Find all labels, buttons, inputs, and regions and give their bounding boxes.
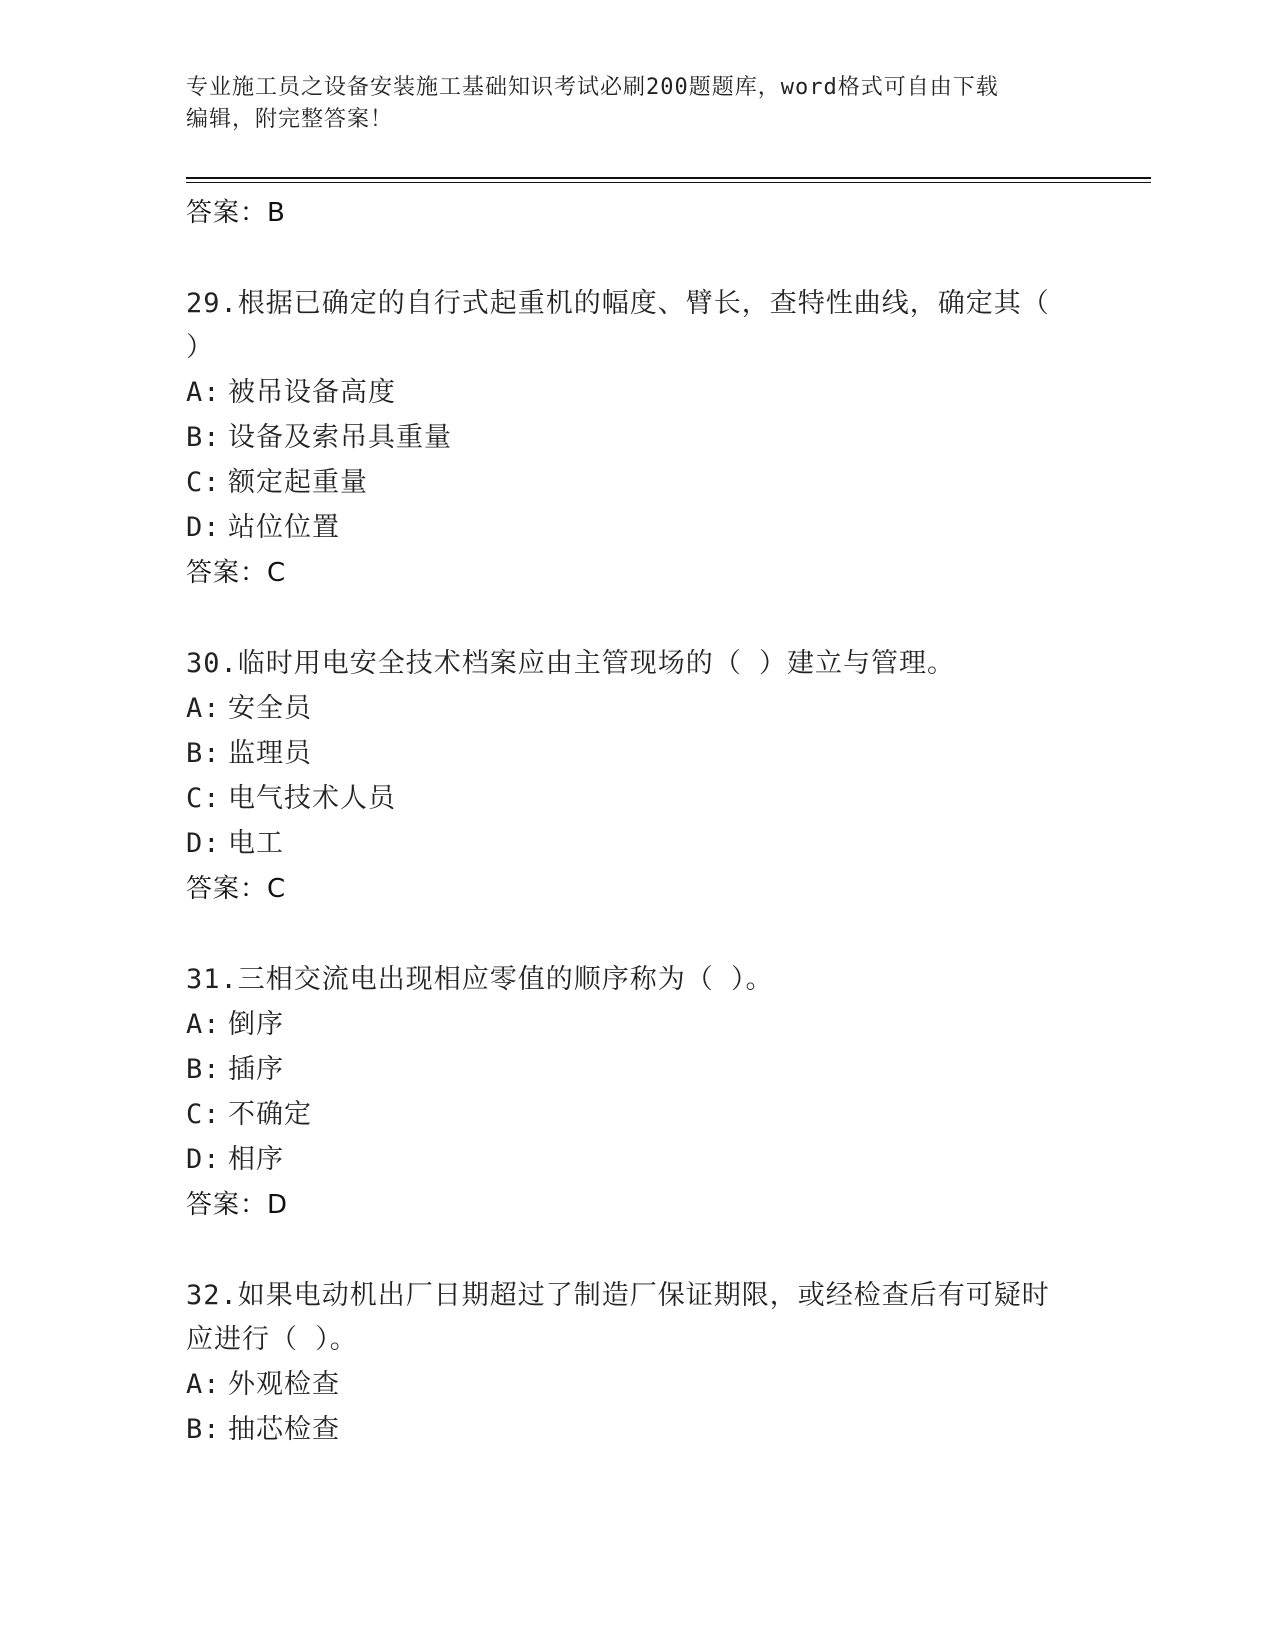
option-text: 站位位置 xyxy=(228,512,340,543)
option-d xyxy=(186,821,1086,866)
answer-line: 答案：D xyxy=(186,1190,289,1220)
option-letter: A: xyxy=(186,693,221,724)
question-29 xyxy=(186,282,1086,596)
option-b xyxy=(186,415,1086,460)
option-text: 外观检查 xyxy=(228,1369,340,1400)
option-text: 电气技术人员 xyxy=(228,783,396,814)
question-32 xyxy=(186,1274,1086,1452)
option-letter: C: xyxy=(186,467,221,498)
question-30 xyxy=(186,642,1086,912)
option-text: 倒序 xyxy=(228,1009,284,1040)
option-text: 相序 xyxy=(228,1144,284,1175)
option-letter: C: xyxy=(186,1099,221,1130)
answer-line: 答案：B xyxy=(186,198,286,228)
option-letter: A: xyxy=(186,1369,221,1400)
question-text: 32.如果电动机出厂日期超过了制造厂保证期限，或经检查后有可疑时 xyxy=(186,1280,1050,1311)
option-text: 额定起重量 xyxy=(228,467,368,498)
option-c xyxy=(186,1092,1086,1137)
option-d xyxy=(186,1137,1086,1182)
option-a xyxy=(186,1002,1086,1047)
answer-line: 答案：C xyxy=(186,874,287,904)
option-c xyxy=(186,776,1086,821)
option-text: 监理员 xyxy=(228,738,312,769)
option-letter: B: xyxy=(186,738,221,769)
option-b xyxy=(186,1047,1086,1092)
option-a xyxy=(186,686,1086,731)
option-a xyxy=(186,1362,1086,1407)
option-text: 不确定 xyxy=(228,1099,312,1130)
header-divider-thin xyxy=(186,182,1151,183)
question-text-continued: ） xyxy=(186,332,214,363)
question-list xyxy=(186,190,1086,1452)
option-b xyxy=(186,731,1086,776)
option-letter: C: xyxy=(186,783,221,814)
option-b xyxy=(186,1407,1086,1452)
option-letter: D: xyxy=(186,512,221,543)
option-letter: D: xyxy=(186,828,221,859)
header-line-2: 编辑，附完整答案！ xyxy=(186,107,394,132)
option-a xyxy=(186,370,1086,415)
option-letter: D: xyxy=(186,1144,221,1175)
option-text: 抽芯检查 xyxy=(228,1414,340,1445)
question-text-continued: 应进行（ ）。 xyxy=(186,1324,358,1355)
question-text: 31.三相交流电出现相应零值的顺序称为（ ）。 xyxy=(186,964,774,995)
option-text: 被吊设备高度 xyxy=(228,377,396,408)
option-letter: B: xyxy=(186,422,221,453)
option-text: 电工 xyxy=(228,828,284,859)
option-text: 设备及索吊具重量 xyxy=(228,422,452,453)
answer-line: 答案：C xyxy=(186,558,287,588)
option-d xyxy=(186,505,1086,550)
question-31 xyxy=(186,958,1086,1228)
option-letter: A: xyxy=(186,1009,221,1040)
header-divider xyxy=(186,177,1151,179)
option-letter: B: xyxy=(186,1054,221,1085)
option-text: 安全员 xyxy=(228,693,312,724)
document-header xyxy=(186,72,1066,136)
option-letter: A: xyxy=(186,377,221,408)
question-text: 30.临时用电安全技术档案应由主管现场的（ ）建立与管理。 xyxy=(186,648,956,679)
header-line-1: 专业施工员之设备安装施工基础知识考试必刷200题题库，word格式可自由下载 xyxy=(186,75,999,100)
question-text: 29.根据已确定的自行式起重机的幅度、臂长，查特性曲线，确定其（ xyxy=(186,288,1050,319)
option-text: 插序 xyxy=(228,1054,284,1085)
option-c xyxy=(186,460,1086,505)
option-letter: B: xyxy=(186,1414,221,1445)
